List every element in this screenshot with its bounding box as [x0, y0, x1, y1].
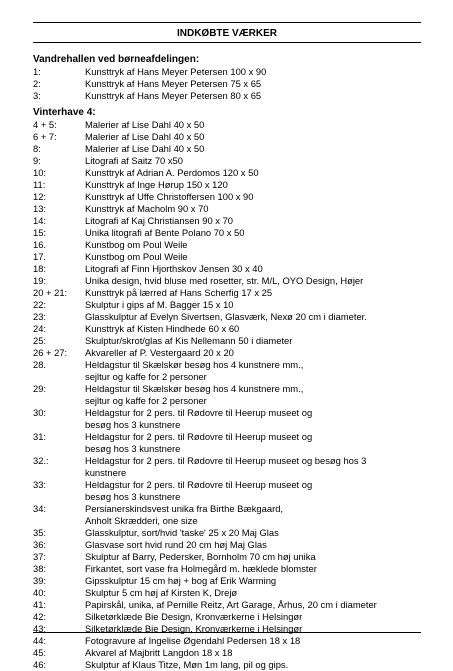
list-item [33, 78, 433, 90]
item-description: Litografi af Finn Hjorthskov Jensen 30 x 40 [85, 263, 263, 274]
item-description: Skulptur af Klaus Titze, Møn 1m lang, pil og gips. [85, 659, 289, 670]
item-description: Heldagstur for 2 pers. til Rødovre til Heerup museet og [85, 407, 313, 418]
list-item [33, 419, 433, 431]
list-item [33, 227, 433, 239]
item-description: Kunsttryk af Macholm 90 x 70 [85, 203, 209, 214]
list-item [33, 491, 433, 503]
item-description: Kunsttryk på lærred af Hans Scherfig 17 x 25 [85, 287, 273, 298]
section-list-vandrehallen [33, 66, 433, 102]
list-item [33, 90, 433, 102]
list-item [33, 155, 433, 167]
item-number: 25: [33, 335, 47, 346]
item-number: 12: [33, 191, 47, 202]
list-item [33, 287, 433, 299]
item-number: 33: [33, 479, 47, 490]
item-number: 38: [33, 563, 47, 574]
item-number: 42: [33, 611, 47, 622]
list-item [33, 659, 433, 671]
item-description: Silketørklæde Bie Design, Kronværkerne i Helsingør [85, 611, 303, 622]
item-number: 43: [33, 623, 47, 634]
item-number: 3: [33, 90, 41, 101]
item-number: 10: [33, 167, 47, 178]
item-number: 14: [33, 215, 47, 226]
list-item [33, 647, 433, 659]
item-number: 4 + 5: [33, 119, 57, 130]
item-number: 17. [33, 251, 47, 262]
item-description: sejltur og kaffe for 2 personer [85, 395, 207, 406]
document-title: INDKØBTE VÆRKER [176, 28, 277, 39]
list-item [33, 575, 433, 587]
item-description: Heldagstur til Skælskør besøg hos 4 kunstnere mm., [85, 359, 304, 370]
item-number: 2: [33, 78, 41, 89]
item-description: Kunsttryk af Adrian A. Perdomos 120 x 50 [85, 167, 259, 178]
section-heading-vandrehallen: Vandrehallen ved børneafdelingen: [33, 54, 200, 65]
item-description: Kunstbog om Poul Weile [85, 239, 188, 250]
item-description: Unika litografi af Bente Polano 70 x 50 [85, 227, 245, 238]
item-description: Kunsttryk af Kisten Hindhede 60 x 60 [85, 323, 240, 334]
item-number: 46: [33, 659, 47, 670]
bottom-rule [33, 632, 421, 633]
item-description: sejltur og kaffe for 2 personer [85, 371, 207, 382]
section-list-vinterhave [33, 119, 433, 671]
item-description: Glasskulptur af Evelyn Sivertsen, Glasværk, Nexø 20 cm i diameter. [85, 311, 367, 322]
list-item [33, 587, 433, 599]
list-item [33, 323, 433, 335]
item-description: Glasskulptur, sort/hvid 'taske' 25 x 20 Maj Glas [85, 527, 279, 538]
list-item [33, 527, 433, 539]
list-item [33, 347, 433, 359]
list-item [33, 311, 433, 323]
item-description: kunstnere [85, 467, 127, 478]
item-number: 20 + 21: [33, 287, 68, 298]
list-item [33, 66, 433, 78]
list-item [33, 503, 433, 515]
list-item [33, 515, 433, 527]
item-description: Malerier af Lise Dahl 40 x 50 [85, 119, 205, 130]
item-number: 32.: [33, 455, 49, 466]
list-item [33, 371, 433, 383]
list-item [33, 191, 433, 203]
item-description: Skulptur 5 cm høj af Kirsten K, Drejø [85, 587, 238, 598]
item-number: 30: [33, 407, 47, 418]
item-description: Unika design, hvid bluse med rosetter, str. M/L, OYO Design, Højer [85, 275, 364, 286]
list-item [33, 563, 433, 575]
item-number: 31: [33, 431, 47, 442]
item-number: 41: [33, 599, 47, 610]
list-item [33, 611, 433, 623]
item-number: 37: [33, 551, 47, 562]
item-number: 9: [33, 155, 41, 166]
item-number: 29: [33, 383, 47, 394]
item-number: 36: [33, 539, 47, 550]
item-description: Heldagstur for 2 pers. til Rødovre til Heerup museet og besøg hos 3 [85, 455, 367, 466]
item-description: Kunsttryk af Hans Meyer Petersen 75 x 65 [85, 78, 262, 89]
item-number: 22: [33, 299, 47, 310]
item-number: 39: [33, 575, 47, 586]
item-description: Anholt Skrædderi, one size [85, 515, 198, 526]
item-description: Glasvase sort hvid rund 20 cm høj Maj Glas [85, 539, 267, 550]
item-description: Kunsttryk af Uffe Christoffersen 100 x 90 [85, 191, 254, 202]
list-item [33, 539, 433, 551]
list-item [33, 467, 433, 479]
item-number: 19: [33, 275, 47, 286]
list-item [33, 431, 433, 443]
item-number: 6 + 7: [33, 131, 57, 142]
item-description: Fotogravure af Ingelise Øgendahl Pedersen 18 x 18 [85, 635, 301, 646]
item-description: Kunsttryk af Hans Meyer Petersen 80 x 65 [85, 90, 262, 101]
item-description: Heldagstur for 2 pers. til Rødovre til Heerup museet og [85, 431, 313, 442]
list-item [33, 167, 433, 179]
list-item [33, 203, 433, 215]
list-item [33, 551, 433, 563]
item-description: Skulptur/skrot/glas af Kis Nellemann 50 i diameter [85, 335, 293, 346]
list-item [33, 263, 433, 275]
list-item [33, 251, 433, 263]
item-number: 26 + 27: [33, 347, 68, 358]
item-description: Skulptur i gips af M. Bagger 15 x 10 [85, 299, 234, 310]
item-description: besøg hos 3 kunstnere [85, 491, 181, 502]
list-item [33, 131, 433, 143]
item-number: 23: [33, 311, 47, 322]
item-description: Litografi af Kaj Christiansen 90 x 70 [85, 215, 233, 226]
item-description: Heldagstur til Skælskør besøg hos 4 kunstnere mm., [85, 383, 304, 394]
list-item [33, 395, 433, 407]
list-item [33, 275, 433, 287]
item-description: Akvarel af Majbritt Langdon 18 x 18 [85, 647, 233, 658]
item-description: Heldagstur for 2 pers. til Rødovre til Heerup museet og [85, 479, 313, 490]
list-item [33, 239, 433, 251]
item-description: Akvareller af P. Vestergaard 20 x 20 [85, 347, 234, 358]
list-item [33, 119, 433, 131]
section-heading-vinterhave: Vinterhave 4: [33, 107, 96, 118]
item-number: 34: [33, 503, 47, 514]
list-item [33, 635, 433, 647]
item-description: Papirskål, unika, af Pernille Reitz, Art Garage, Århus, 20 cm i diameter [85, 599, 377, 610]
item-number: 35: [33, 527, 47, 538]
item-number: 15: [33, 227, 47, 238]
item-description: Kunstbog om Poul Weile [85, 251, 188, 262]
list-item [33, 335, 433, 347]
item-description: Gipsskulptur 15 cm høj + bog af Erik Warming [85, 575, 277, 586]
item-description: Malerier af Lise Dahl 40 x 50 [85, 143, 205, 154]
item-description: Persianerskindsvest unika fra Birthe Bækgaard, [85, 503, 284, 514]
item-description: Firkantet, sort vase fra Holmegård m. hæklede blomster [85, 563, 317, 574]
item-description: Malerier af Lise Dahl 40 x 50 [85, 131, 205, 142]
item-number: 24: [33, 323, 47, 334]
item-description: besøg hos 3 kunstnere [85, 443, 181, 454]
list-item [33, 179, 433, 191]
list-item [33, 359, 433, 371]
item-number: 45: [33, 647, 47, 658]
list-item [33, 215, 433, 227]
item-description: Silketørklæde Bie Design, Kronværkerne i Helsingør [85, 623, 303, 634]
item-number: 13: [33, 203, 47, 214]
item-number: 44: [33, 635, 47, 646]
list-item [33, 383, 433, 395]
list-item [33, 299, 433, 311]
item-number: 16. [33, 239, 47, 250]
item-number: 8: [33, 143, 41, 154]
item-number: 11: [33, 179, 46, 190]
item-number: 1: [33, 66, 41, 77]
item-number: 18: [33, 263, 47, 274]
item-number: 28. [33, 359, 47, 370]
top-rule [33, 22, 421, 23]
item-description: Litografi af Saitz 70 x50 [85, 155, 183, 166]
title-rule [33, 42, 421, 43]
list-item [33, 455, 433, 467]
list-item [33, 623, 433, 635]
list-item [33, 599, 433, 611]
item-description: Skulptur af Barry, Pedersker, Bornholm 70 cm høj unika [85, 551, 316, 562]
list-item [33, 407, 433, 419]
list-item [33, 479, 433, 491]
item-number: 40: [33, 587, 47, 598]
item-description: Kunsttryk af Inge Hørup 150 x 120 [85, 179, 228, 190]
list-item [33, 143, 433, 155]
item-description: besøg hos 3 kunstnere [85, 419, 181, 430]
item-description: Kunsttryk af Hans Meyer Petersen 100 x 90 [85, 66, 267, 77]
list-item [33, 443, 433, 455]
